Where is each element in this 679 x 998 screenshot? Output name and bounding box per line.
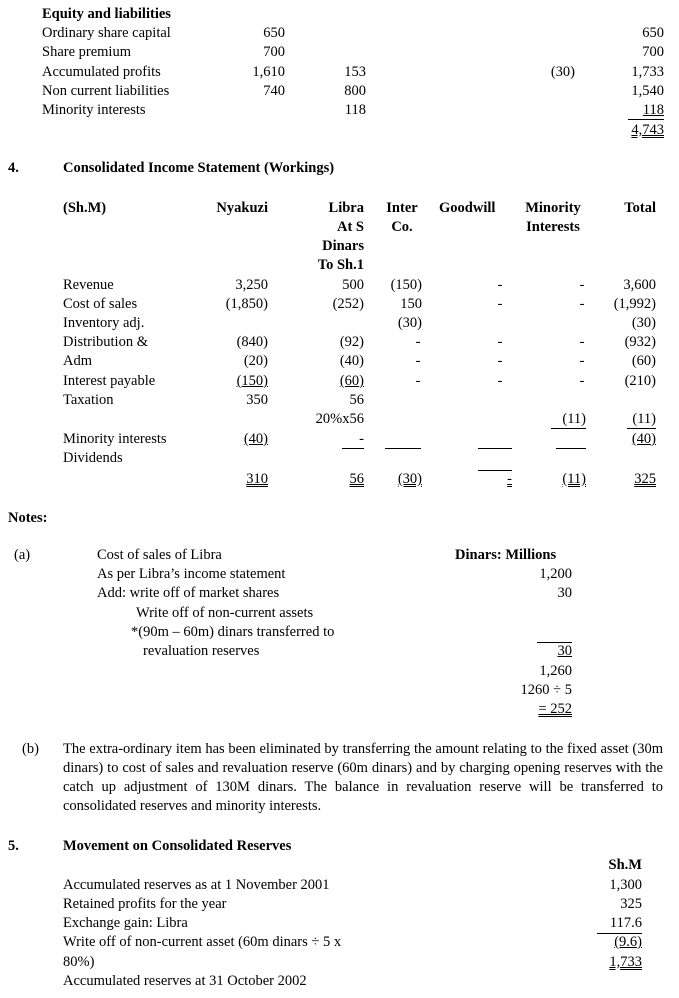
reserves-label: Accumulated reserves as at 1 November 2001 <box>63 877 330 893</box>
cell-libra: (40) <box>339 353 364 369</box>
total-libra: 56 <box>349 471 364 487</box>
equity-c1: 740 <box>263 83 285 99</box>
header-libra: Dinars <box>322 238 364 254</box>
cell-libra-note: 20%x56 <box>315 411 364 427</box>
row-label: Dividends <box>63 450 123 466</box>
equity-label: Minority interests <box>42 102 146 118</box>
equity-c3: (30) <box>550 64 575 80</box>
reserves-label: Accumulated reserves at 31 October 2002 <box>63 973 307 989</box>
total-minority: (11) <box>562 471 586 487</box>
section5-col-header: Sh.M <box>608 857 642 873</box>
cell-total: (1,992) <box>613 296 656 312</box>
divider <box>628 119 664 120</box>
section-number: 5. <box>8 838 19 854</box>
total-total: 325 <box>634 471 656 487</box>
cell-inter: (150) <box>390 277 422 293</box>
cell-goodwill: - <box>497 353 503 369</box>
cell-goodwill: - <box>497 334 503 350</box>
equity-c2: 153 <box>344 64 366 80</box>
equity-c4: 118 <box>642 102 664 118</box>
equity-c1: 700 <box>263 44 285 60</box>
equity-c2: 800 <box>344 83 366 99</box>
cell-total: (210) <box>624 373 656 389</box>
note-a-value: 30 <box>557 643 572 659</box>
note-a-line: revaluation reserves <box>143 643 260 659</box>
row-label: Adm <box>63 353 92 369</box>
divider <box>342 448 364 449</box>
header-libra: At S <box>337 219 364 235</box>
equity-label: Non current liabilities <box>42 83 170 99</box>
cell-inter: 150 <box>400 296 422 312</box>
total-goodwill: - <box>507 471 512 487</box>
divider <box>478 470 512 471</box>
cell-nyakuzi: (1,850) <box>225 296 268 312</box>
row-label: Revenue <box>63 277 114 293</box>
divider <box>478 448 512 449</box>
header-minority: Interests <box>526 219 580 235</box>
notes-heading: Notes: <box>8 510 48 526</box>
cell-libra: 500 <box>342 277 364 293</box>
cell-libra: (252) <box>332 296 364 312</box>
cell-nyakuzi: (840) <box>236 334 268 350</box>
cell-total: (40) <box>631 431 656 447</box>
note-a-line: Add: write off of market shares <box>97 585 280 601</box>
header-inter: Co. <box>391 219 413 235</box>
row-label: Interest payable <box>63 373 156 389</box>
cell-total: (30) <box>631 315 656 331</box>
header-inter: Inter <box>386 200 418 216</box>
note-a-subtotal: 1,260 <box>539 663 572 679</box>
note-a-title: Cost of sales of Libra <box>97 547 222 563</box>
cell-nyakuzi: (20) <box>243 353 268 369</box>
header-libra: Libra <box>328 200 364 216</box>
cell-nyakuzi: (40) <box>243 431 268 447</box>
divider <box>551 428 586 429</box>
cell-total: 3,600 <box>623 277 656 293</box>
reserves-value: 325 <box>620 896 642 912</box>
header-unit: (Sh.M) <box>63 200 107 216</box>
total-nyakuzi: 310 <box>246 471 268 487</box>
header-nyakuzi: Nyakuzi <box>216 200 268 216</box>
note-a-division: 1260 ÷ 5 <box>520 682 572 698</box>
equity-total: 4,743 <box>631 122 664 138</box>
equity-heading: Equity and liabilities <box>42 6 171 22</box>
cell-inter: - <box>415 334 421 350</box>
cell-libra: 56 <box>349 392 364 408</box>
cell-minority: - <box>579 334 585 350</box>
cell-goodwill: - <box>497 277 503 293</box>
equity-c4: 700 <box>642 44 664 60</box>
cell-libra: - <box>359 431 364 447</box>
note-a-result: = 252 <box>538 701 572 717</box>
equity-c4: 1,733 <box>631 64 664 80</box>
reserves-label: Exchange gain: Libra <box>63 915 188 931</box>
cell-total: (11) <box>632 411 656 427</box>
equity-label: Ordinary share capital <box>42 25 171 41</box>
cell-nyakuzi: 350 <box>246 392 268 408</box>
row-label: Cost of sales <box>63 296 138 312</box>
header-total: Total <box>624 200 656 216</box>
cell-inter: - <box>415 373 421 389</box>
section-title: Movement on Consolidated Reserves <box>63 838 292 854</box>
note-a-line: As per Libra’s income statement <box>97 566 286 582</box>
divider <box>385 448 421 449</box>
note-a-label: (a) <box>14 547 31 563</box>
cell-minority: - <box>579 277 585 293</box>
reserves-label: Write off of non-current asset (60m dinars ÷ 5 x <box>63 934 342 950</box>
divider <box>627 428 656 429</box>
cell-total: (60) <box>631 353 656 369</box>
total-inter: (30) <box>397 471 422 487</box>
note-b-label: (b) <box>22 741 39 757</box>
cell-inter: - <box>415 353 421 369</box>
equity-c1: 650 <box>263 25 285 41</box>
cell-goodwill: - <box>497 373 503 389</box>
cell-minority: - <box>579 353 585 369</box>
cell-libra: (60) <box>339 373 364 389</box>
cell-minority: - <box>579 373 585 389</box>
row-label: Taxation <box>63 392 114 408</box>
equity-label: Accumulated profits <box>42 64 161 80</box>
header-goodwill: Goodwill <box>439 200 496 216</box>
equity-c4: 650 <box>642 25 664 41</box>
row-label: Inventory adj. <box>63 315 145 331</box>
equity-c4: 1,540 <box>631 83 664 99</box>
reserves-value: 1,300 <box>609 877 642 893</box>
cell-nyakuzi: (150) <box>236 373 268 389</box>
header-libra: To Sh.1 <box>317 257 364 273</box>
section-number: 4. <box>8 160 19 176</box>
cell-total: (932) <box>624 334 656 350</box>
reserves-label: 80%) <box>63 954 95 970</box>
equity-label: Share premium <box>42 44 131 60</box>
header-minority: Minority <box>525 200 581 216</box>
note-b-text: The extra-ordinary item has been eliminated by transferring the amount relating to the fixed asset (30m dinars) to cost of sales and revaluation reserve (60m dinars) and by charging opening reserves with the catch up adjustment of 130M dinars. The balance in revaluation reserve will be transferred to consolidated reserves and minority interests. <box>63 741 663 814</box>
reserves-value: (9.6) <box>614 934 642 950</box>
cell-minority: (11) <box>562 411 586 427</box>
note-a-col-header: Dinars: Millions <box>455 547 557 563</box>
cell-goodwill: - <box>497 296 503 312</box>
divider <box>556 448 586 449</box>
cell-minority: - <box>579 296 585 312</box>
reserves-label: Retained profits for the year <box>63 896 227 912</box>
row-label: Minority interests <box>63 431 167 447</box>
equity-c1: 1,610 <box>252 64 285 80</box>
cell-libra: (92) <box>339 334 364 350</box>
reserves-total: 1,733 <box>609 954 642 970</box>
row-label: Distribution & <box>63 334 148 350</box>
note-a-value: 1,200 <box>539 566 572 582</box>
note-a-line: *(90m – 60m) dinars transferred to <box>131 624 335 640</box>
note-a-value: 30 <box>557 585 572 601</box>
equity-c2: 118 <box>344 102 366 118</box>
reserves-value: 117.6 <box>609 915 642 931</box>
cell-inter: (30) <box>397 315 422 331</box>
note-a-line: Write off of non-current assets <box>136 605 314 621</box>
cell-nyakuzi: 3,250 <box>235 277 268 293</box>
section-title: Consolidated Income Statement (Workings) <box>63 160 335 176</box>
